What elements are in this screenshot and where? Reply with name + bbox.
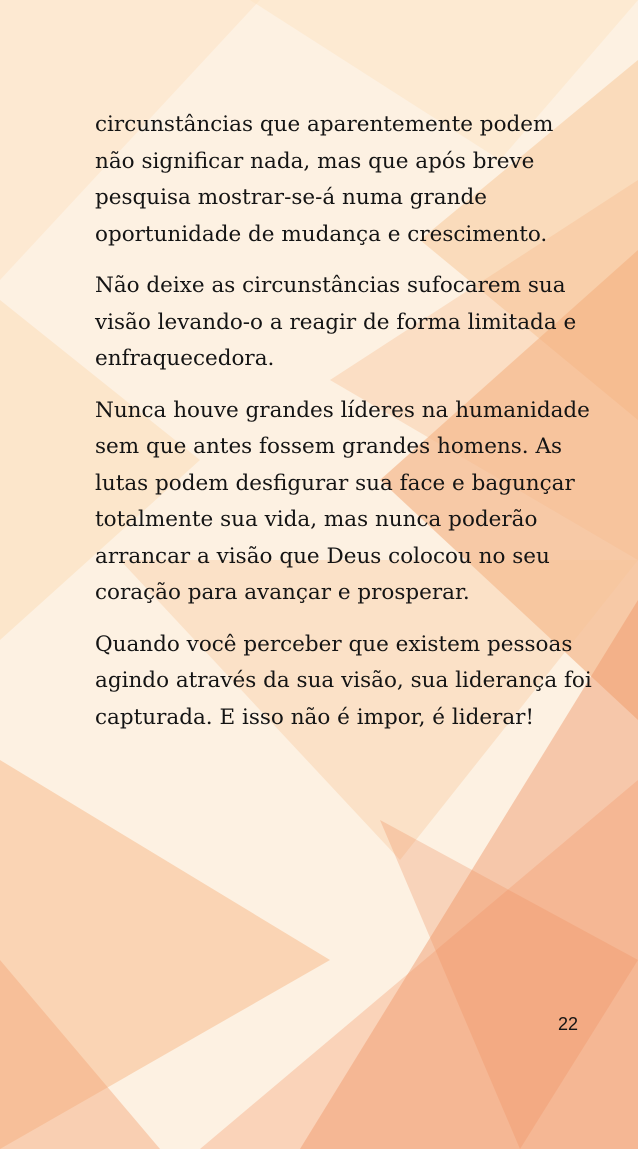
paragraph-4: Quando você perceber que existem pessoas agindo através da sua visão, sua liderança foi capturada. E isso não é impor, é liderar! [95, 631, 592, 730]
page-number: 22 [557, 1014, 578, 1034]
paragraph-2: Não deixe as circunstâncias sufocarem sua visão levando-o a reagir de forma limitada e enfraquecedora. [95, 273, 577, 371]
paragraph-3: Nunca houve grandes líderes na humanidade sem que antes fossem grandes homens. As lutas podem desfigurar sua face e bagunçar totalmente sua vida, mas nunca poderão arrancar a visão que Deus colocou no seu coração para avançar e prosperar. [95, 397, 590, 605]
paragraph-1: circunstâncias que aparentemente podem não significar nada, mas que após breve pesquisa mostrar-se-á numa grande oportunidade de mudança e crescimento. [95, 112, 554, 247]
body-text [95, 107, 595, 751]
